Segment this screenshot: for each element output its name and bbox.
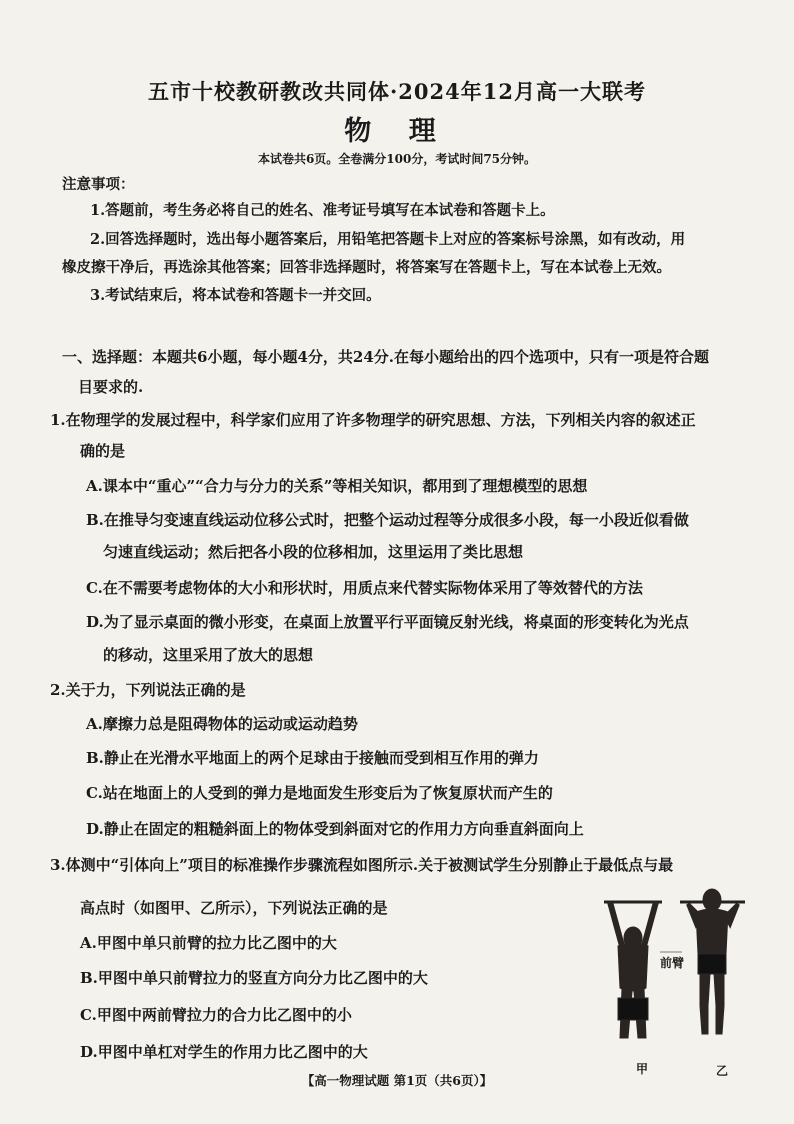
- q3-option-c: C.甲图中两前臂拉力的合力比乙图中的小: [80, 1006, 352, 1024]
- q3-option-d: D.甲图中单杠对学生的作用力比乙图中的大: [80, 1043, 368, 1061]
- q1-stem-2: 确的是: [80, 442, 126, 460]
- q3-option-b: B.甲图中单只前臂拉力的竖直方向分力比乙图中的大: [80, 969, 428, 987]
- q1-option-b: B.在推导匀变速直线运动位移公式时，把整个运动过程等分成很多小段，每一小段近似看做: [86, 511, 689, 529]
- notice-heading: 注意事项：: [62, 176, 135, 193]
- section-heading: [62, 342, 752, 402]
- notice-item-3: 3.考试结束后，将本试卷和答题卡一并交回。: [90, 287, 381, 304]
- section-line-1: 一、选择题：本题共6小题，每小题4分，共24分.在每小题给出的四个选项中，只有一项是符合题: [62, 348, 709, 366]
- person-b: [688, 889, 738, 1034]
- q3-stem-2: 高点时（如图甲、乙所示），下列说法正确的是: [80, 899, 388, 917]
- pullup-illustration: [600, 888, 750, 1078]
- q2-option-c: C.站在地面上的人受到的弹力是地面发生形变后为了恢复原状而产生的: [86, 784, 553, 802]
- person-a: [610, 902, 656, 1038]
- q1-option-d: D.为了显示桌面的微小形变，在桌面上放置平行平面镜反射光线，将桌面的形变转化为光点: [86, 613, 689, 631]
- q1-option-d-cont: 的移动，这里采用了放大的思想: [103, 646, 314, 664]
- q1-option-c: C.在不需要考虑物体的大小和形状时，用质点来代替实际物体采用了等效替代的方法: [86, 579, 643, 597]
- q1-option-a: A.课本中“重心”“合力与分力的关系”等相关知识，都用到了理想模型的思想: [86, 477, 588, 495]
- notice-item-1: 1.答题前，考生务必将自己的姓名、准考证号填写在本试卷和答题卡上。: [90, 202, 555, 219]
- section-line-2: 目要求的.: [78, 378, 144, 396]
- page-footer: 【高一物理试题 第1页（共6页）】: [301, 1073, 493, 1088]
- q2-option-d: D.静止在固定的粗糙斜面上的物体受到斜面对它的作用力方向垂直斜面向上: [86, 820, 584, 838]
- q1-option-b-cont: 匀速直线运动；然后把各小段的位移相加，这里运用了类比思想: [103, 543, 524, 561]
- exam-info: 本试卷共6页。全卷满分100分，考试时间75分钟。: [257, 152, 537, 166]
- fig-label-a: 甲: [636, 1062, 649, 1076]
- q3-option-a: A.甲图中单只前臂的拉力比乙图中的大: [80, 934, 337, 952]
- fig-label-b: 乙: [716, 1064, 729, 1078]
- pullup-figure: [600, 888, 750, 1078]
- q3-stem-1: 3.体测中“引体向上”项目的标准操作步骤流程如图所示.关于被测试学生分别静止于最低点与最: [50, 856, 674, 874]
- q2-option-b: B.静止在光滑水平地面上的两个足球由于接触而受到相互作用的弹力: [86, 749, 539, 767]
- q2-stem: 2.关于力，下列说法正确的是: [50, 681, 246, 699]
- subject-title: 物 理: [344, 116, 450, 147]
- q2-option-a: A.摩擦力总是阻碍物体的运动或运动趋势: [86, 715, 358, 733]
- notice-item-2-cont: 橡皮擦干净后，再选涂其他答案；回答非选择题时，将答案写在答题卡上，写在本试卷上无效。: [62, 259, 671, 276]
- q1-stem-1: 1.在物理学的发展过程中，科学家们应用了许多物理学的研究思想、方法，下列相关内容的叙述正: [50, 411, 696, 429]
- notice-item-2: 2.回答选择题时，选出每小题答案后，用铅笔把答题卡上对应的答案标号涂黑，如有改动，用: [90, 231, 686, 248]
- fig-label-forearm: 前臂: [660, 956, 685, 970]
- exam-title: 五市十校教研教改共同体·2024年12月高一大联考: [148, 79, 646, 104]
